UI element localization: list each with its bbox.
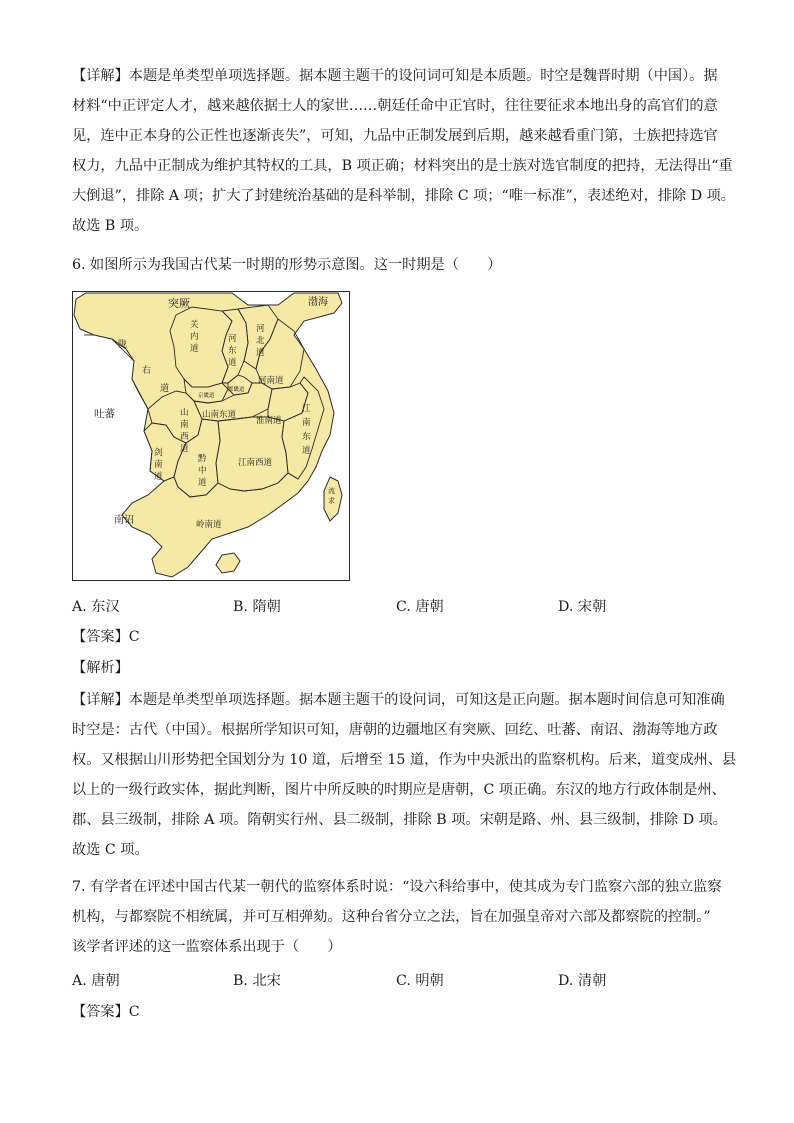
q6-options — [72, 592, 732, 622]
label-shannan-west-2: 南 — [180, 420, 189, 430]
label-hedong-2: 东 — [228, 346, 237, 356]
label-hebei-1: 河 — [256, 324, 265, 334]
q7-answer — [72, 997, 140, 1027]
q7-option-c[interactable]: C. 明朝 — [396, 973, 444, 989]
label-guannei-2: 内 — [190, 332, 199, 342]
label-guannei-3: 道 — [190, 344, 199, 354]
label-shannan-east: 山南东道 — [202, 410, 237, 420]
q5-explanation-line: 权力，九品中正制成为维护其特权的工具，B 项正确；材料突出的是士族对选官制度的把持，无法得出“重 — [72, 158, 733, 174]
q5-explanation-line: 材料“中正评定人才，越来越依据士人的家世……朝廷任命中正官时，往往要征求本地出身的高官们的意 — [72, 98, 718, 114]
q6-explanation-line: 故选 C 项。 — [72, 842, 149, 858]
label-you: 右 — [142, 366, 152, 376]
q7-stem-line: 机构，与都察院不相统属，并可互相弹劾。这种台省分立之法，旨在加强皇帝对六部及都察院的控制。” — [72, 909, 711, 925]
label-henan: 河南道 — [258, 376, 284, 386]
q7-stem — [72, 872, 724, 962]
label-qianzhong-2: 中 — [198, 466, 207, 476]
q7-option-a[interactable]: A. 唐朝 — [72, 973, 120, 989]
q6-option-c[interactable]: C. 唐朝 — [396, 599, 444, 615]
label-hebei-2: 北 — [256, 336, 265, 346]
answer-tag: 【答案】 — [72, 629, 129, 645]
q7-options — [72, 966, 732, 996]
label-liuqiu-1: 流 — [328, 487, 335, 495]
label-lingnan: 岭南道 — [196, 520, 222, 530]
label-jingji: 京畿道 — [198, 393, 215, 399]
label-guannei-1: 关 — [190, 320, 199, 330]
q5-explanation-line: 故选 B 项。 — [72, 218, 149, 234]
q6-answer — [72, 622, 140, 652]
label-shannan-west-3: 西 — [180, 432, 189, 442]
label-shannan-west-4: 道 — [180, 444, 189, 454]
label-jiangnan-east-3: 东 — [302, 432, 311, 442]
label-hebei-3: 道 — [256, 348, 265, 358]
q6-explanation-line: 郡、县三级制，排除 A 项。隋朝实行州、县二级制，排除 B 项。宋朝是路、州、县三级制，排除 D 项。 — [72, 812, 727, 828]
q6-explanation-line: 以上的一级行政实体，据此判断，图片中所反映的时期应是唐朝，C 项正确。东汉的地方行政体制是州、 — [72, 782, 726, 798]
tang-dynasty-map — [72, 291, 350, 581]
label-jiannan-2: 南 — [154, 460, 163, 470]
label-tubo: 吐蕃 — [94, 408, 115, 420]
q6-explanation — [72, 685, 737, 865]
q6-explanation-line: 时空是：古代（中国）。根据所学知识可知，唐朝的边疆地区有突厥、回纥、吐蕃、南诏、渤海等地方政 — [72, 722, 718, 738]
q6-option-a[interactable]: A. 东汉 — [72, 599, 120, 615]
q7-option-d[interactable]: D. 清朝 — [558, 973, 607, 989]
label-jiannan-3: 道 — [154, 472, 163, 482]
label-long: 陇 — [118, 340, 128, 350]
q7-stem-line: 7. 有学者在评述中国古代某一朝代的监察体系时说：“设六科给事中，使其成为专门监察六部的独立监察 — [72, 879, 722, 895]
label-huainan: 淮南道 — [256, 416, 282, 426]
q6-stem: 6. 如图所示为我国古代某一时期的形势示意图。这一时期是（ ） — [72, 257, 502, 273]
q6-map-figure — [72, 291, 350, 581]
q5-explanation-line: 大倒退”，排除 A 项；扩大了封建统治基础的是科举制，排除 C 项；“唯一标准”，表述绝对，排除 D 项。 — [72, 188, 735, 204]
label-hedong-3: 道 — [228, 358, 237, 368]
q5-explanation — [72, 61, 735, 241]
label-bohai: 渤海 — [308, 297, 328, 308]
label-dao-longyou: 道 — [160, 384, 170, 394]
q6-analysis-tag: 【解析】 — [72, 660, 129, 676]
answer-value: C — [128, 629, 140, 645]
label-jiangnan-east-4: 道 — [302, 446, 311, 456]
label-qianzhong-1: 黔 — [198, 454, 207, 464]
label-liuqiu-2: 求 — [328, 497, 335, 505]
q6-option-b[interactable]: B. 隋朝 — [233, 599, 281, 615]
q5-explanation-line: 【详解】本题是单类型单项选择题。据本题主题干的设问词可知是本质题。时空是魏晋时期（中国）。据 — [72, 68, 718, 84]
label-hedong-1: 河 — [228, 334, 237, 344]
label-jiangnan-east-1: 江 — [302, 404, 311, 414]
answer-value: C — [128, 1004, 140, 1020]
q6-option-d[interactable]: D. 宋朝 — [558, 599, 607, 615]
q7-stem-line: 该学者评述的这一监察体系出现于（ ） — [72, 939, 342, 955]
label-qianzhong-3: 道 — [198, 478, 207, 488]
label-jiangnan-east-2: 南 — [302, 418, 311, 428]
q5-explanation-line: 见，连中正本身的公正性也逐渐丧失”，可知，九品中正制发展到后期，越来越看重门第，士族把持选官 — [72, 128, 718, 144]
label-nanzhao: 南诏 — [114, 515, 134, 526]
q7-option-b[interactable]: B. 北宋 — [233, 973, 281, 989]
q6-explanation-line: 【详解】本题是单类型单项选择题。据本题主题干的设问词，可知这是正向题。据本题时间信息可知准确 — [72, 692, 725, 708]
label-jiannan-1: 剑 — [154, 448, 163, 458]
label-duji: 都畿道 — [228, 387, 245, 393]
label-tujue: 突厥 — [168, 297, 190, 310]
q6-explanation-line: 权。又根据山川形势把全国划分为 10 道，后增至 15 道，作为中央派出的监察机构。后来，道变成州、县 — [72, 752, 737, 768]
label-jiangnan-west: 江南西道 — [238, 458, 273, 468]
answer-tag: 【答案】 — [72, 1004, 129, 1020]
label-shannan-west-1: 山 — [180, 408, 189, 418]
